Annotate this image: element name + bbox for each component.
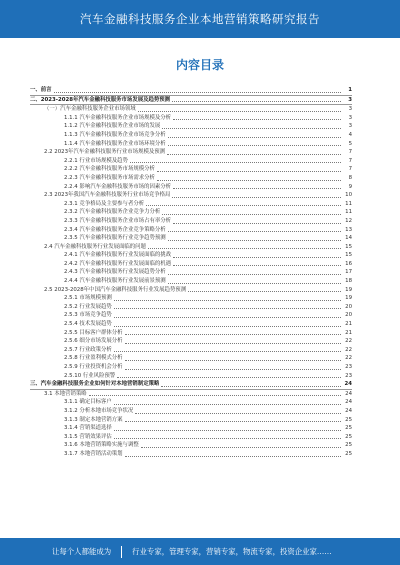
- toc-dot-leader: [114, 300, 341, 301]
- toc-dot-leader: [89, 395, 341, 396]
- toc-dot-leader: [146, 205, 341, 206]
- footer-slogan-right: 行业专家，管理专家，营销专家，物流专家，投资企业家……: [132, 547, 332, 556]
- toc-entry-label: 2.3.5 汽车金融科技服务行业竞争趋势预测: [64, 235, 166, 242]
- toc-dot-leader: [173, 265, 341, 266]
- toc-entry-label: 2.3.3 汽车金融科技服务企业市场占有率分析: [64, 217, 172, 224]
- toc-entry-label: 2.5.5 目标客户群体分析: [64, 329, 123, 336]
- toc-page-number: 22: [345, 346, 352, 353]
- toc-entry-label: 2.2.1 行业市场规模及趋势: [64, 157, 128, 164]
- toc-entry-label: 2.3 2023年我国汽车金融科技服务行业市场竞争格局: [44, 192, 171, 199]
- toc-dot-leader: [54, 92, 341, 93]
- toc-entry[interactable]: [30, 114, 352, 123]
- toc-page-number: 11: [345, 209, 352, 216]
- toc-page-number: 20: [345, 303, 352, 310]
- toc-dot-leader: [125, 369, 341, 370]
- toc-page-number: 1: [348, 87, 352, 93]
- toc-page-number: 18: [345, 278, 352, 285]
- toc-dot-leader: [173, 223, 341, 224]
- toc-entry-label: 2.5.1 市场规模预测: [64, 295, 112, 302]
- toc-page-number: 19: [345, 295, 352, 302]
- toc-entry-label: 3.1.3 制定本地营销方案: [64, 416, 123, 423]
- footer-slogan-left: 让每个人都能成为: [52, 547, 112, 556]
- toc-entry[interactable]: [30, 277, 352, 286]
- toc-dot-leader: [114, 438, 341, 439]
- toc-entry-label: 2.2.2 汽车金融科技服务市场规模分析: [64, 166, 155, 173]
- toc-entry[interactable]: [30, 380, 352, 390]
- toc-dot-leader: [168, 240, 341, 241]
- toc-entry-label: 二、2023-2028年汽车金融科技服务市场发展及趋势预测: [30, 96, 171, 103]
- toc-page-number: 7: [348, 157, 352, 164]
- toc-entry-label: 3.1.4 营销渠道选择: [64, 425, 112, 432]
- toc-dot-leader: [125, 456, 341, 457]
- toc-page-number: 25: [345, 425, 352, 432]
- toc-entry[interactable]: [30, 200, 352, 209]
- toc-dot-leader: [114, 326, 341, 327]
- toc-entry[interactable]: [30, 311, 352, 320]
- toc-page-number: 23: [345, 372, 352, 379]
- toc-dot-leader: [125, 343, 341, 344]
- toc-page-number: 3: [348, 114, 352, 121]
- toc-entry-label: 2.4.3 汽车金融科技服务行业发展趋势分析: [64, 269, 166, 276]
- toc-page-number: 7: [348, 149, 352, 156]
- toc-entry[interactable]: [30, 96, 352, 106]
- footer-banner: [0, 538, 400, 565]
- toc-entry[interactable]: [30, 174, 352, 183]
- toc-page-number: 25: [345, 416, 352, 423]
- toc-dot-leader: [173, 257, 341, 258]
- toc-page-number: 4: [348, 131, 352, 138]
- toc-entry[interactable]: [30, 441, 352, 450]
- toc-entry-label: 2.5.6 细分市场发展分析: [64, 338, 123, 345]
- toc-dot-leader: [148, 248, 341, 249]
- toc-dot-leader: [162, 214, 341, 215]
- toc-dot-leader: [114, 351, 341, 352]
- toc-entry[interactable]: [30, 286, 352, 295]
- toc-entry[interactable]: [30, 337, 352, 346]
- toc-heading: 内容目录: [175, 58, 224, 72]
- toc-entry-label: 2.4.1 汽车金融科技服务行业发展面临的挑战: [64, 252, 172, 259]
- toc-page-number: 20: [345, 312, 352, 319]
- toc-entry[interactable]: [30, 208, 352, 217]
- toc-entry[interactable]: [30, 372, 352, 381]
- toc-dot-leader: [114, 317, 341, 318]
- toc-dot-leader: [168, 231, 341, 232]
- toc-page-number: 24: [344, 381, 352, 388]
- table-of-contents: [30, 86, 352, 459]
- toc-page-number: 3: [348, 106, 352, 113]
- toc-page-number: 23: [345, 364, 352, 370]
- toc-entry[interactable]: [30, 320, 352, 329]
- toc-dot-leader: [157, 180, 341, 181]
- toc-page-number: 15: [345, 252, 352, 259]
- toc-entry[interactable]: [30, 424, 352, 433]
- toc-entry[interactable]: [30, 157, 352, 166]
- toc-page-number: 24: [345, 407, 352, 414]
- toc-dot-leader: [168, 145, 341, 146]
- toc-entry[interactable]: [30, 86, 352, 96]
- toc-entry[interactable]: [30, 329, 352, 338]
- toc-entry-label: 2.4.4 汽车金融科技服务行业发展前景预测: [64, 278, 166, 285]
- toc-dot-leader: [167, 154, 341, 155]
- toc-entry[interactable]: [30, 390, 352, 399]
- toc-entry[interactable]: [30, 217, 352, 226]
- toc-entry[interactable]: [30, 131, 352, 140]
- toc-entry-label: 2.5.3 市场竞争趋势: [64, 312, 112, 319]
- toc-entry[interactable]: [30, 398, 352, 407]
- toc-dot-leader: [114, 430, 341, 431]
- toc-entry-label: 2.4 汽车金融科技服务行业发展面临的问题: [44, 243, 146, 250]
- toc-entry-label: 1.1.2 汽车金融科技服务企业市场的发展: [64, 123, 161, 130]
- toc-dot-leader: [173, 188, 341, 189]
- toc-entry[interactable]: [30, 416, 352, 425]
- toc-page-number: 3: [348, 123, 352, 130]
- toc-page-number: 22: [345, 338, 352, 345]
- toc-entry[interactable]: [30, 354, 352, 363]
- toc-entry[interactable]: [30, 363, 352, 372]
- toc-page-number: 19: [345, 286, 352, 293]
- toc-entry-label: 2.5.2 行业发展趋势: [64, 303, 112, 310]
- toc-dot-leader: [168, 137, 341, 138]
- toc-page-number: 22: [345, 355, 352, 362]
- toc-entry-label: 2.5.8 行业盈利模式分析: [64, 355, 123, 362]
- toc-entry-label: 2.5.4 技术发展趋势: [64, 321, 112, 328]
- toc-page-number: 24: [345, 399, 352, 406]
- toc-dot-leader: [161, 386, 341, 387]
- toc-page-number: 12: [345, 217, 352, 224]
- toc-entry[interactable]: [30, 346, 352, 355]
- toc-dot-leader: [130, 162, 341, 163]
- toc-dot-leader: [168, 274, 341, 275]
- footer-divider: [121, 546, 122, 558]
- toc-entry[interactable]: [30, 191, 352, 200]
- toc-dot-leader: [168, 283, 341, 284]
- toc-dot-leader: [114, 404, 341, 405]
- toc-entry[interactable]: [30, 294, 352, 303]
- toc-dot-leader: [125, 360, 341, 361]
- toc-entry-label: 2.5.7 行业政策分析: [64, 346, 112, 353]
- toc-entry-label: 三、汽车金融科技服务企业如何针对本地营销制定策略: [30, 381, 160, 388]
- toc-page-number: 5: [348, 140, 352, 147]
- toc-entry-label: 2.2.3 汽车金融科技服务市场需求分析: [64, 174, 155, 181]
- toc-page-number: 13: [345, 226, 352, 233]
- toc-entry[interactable]: [30, 450, 352, 459]
- toc-dot-leader: [141, 447, 341, 448]
- toc-page-number: 25: [345, 442, 352, 449]
- toc-dot-leader: [157, 171, 341, 172]
- toc-entry-label: 一、前言: [30, 87, 52, 93]
- toc-entry-label: 1.1.3 汽车金融科技服务企业市场竞争分析: [64, 131, 166, 138]
- toc-entry-label: 2.3.1 竞争格局及主要参与者分析: [64, 200, 145, 207]
- toc-entry[interactable]: [30, 243, 352, 252]
- toc-page-number: 24: [345, 390, 352, 397]
- toc-entry-label: 3.1.1 确定目标客户: [64, 399, 112, 406]
- toc-dot-leader: [125, 334, 341, 335]
- toc-entry-label: 2.2.4 影响汽车金融科技服务市场的因素分析: [64, 183, 172, 190]
- toc-entry[interactable]: [30, 407, 352, 416]
- toc-entry-label: 3.1 本地营销策略: [44, 390, 87, 397]
- toc-entry[interactable]: [30, 183, 352, 192]
- toc-dot-leader: [188, 291, 341, 292]
- report-title: 汽车金融科技服务企业本地营销策略研究报告: [80, 12, 320, 26]
- toc-entry-label: （一）汽车金融科技服务企业市场领域: [44, 106, 136, 113]
- toc-entry-label: 2.4.2 汽车金融科技服务行业发展面临的机遇: [64, 260, 172, 267]
- toc-dot-leader: [173, 119, 341, 120]
- toc-dot-leader: [125, 421, 341, 422]
- toc-page-number: 25: [345, 433, 352, 440]
- toc-entry-label: 3.1.2 分析本地市场竞争状况: [64, 407, 134, 414]
- toc-entry-label: 2.5.9 行业投资机会分析: [64, 364, 123, 370]
- toc-entry[interactable]: [30, 303, 352, 312]
- toc-page-number: 16: [345, 260, 352, 267]
- toc-entry-label: 2.2 2023年汽车金融科技服务行业市场规模及预测: [44, 149, 166, 156]
- toc-entry-label: 2.3.4 汽车金融科技服务企业竞争策略分析: [64, 226, 166, 233]
- toc-dot-leader: [172, 101, 341, 102]
- toc-entry[interactable]: [30, 260, 352, 269]
- toc-entry-label: 3.1.7 本地营销活动策划: [64, 450, 123, 457]
- toc-page-number: 15: [345, 243, 352, 250]
- toc-entry[interactable]: [30, 226, 352, 235]
- report-header: [0, 0, 400, 38]
- toc-entry[interactable]: [30, 105, 352, 114]
- toc-page-number: 17: [345, 269, 352, 276]
- toc-entry-label: 3.1.5 营销效果评估: [64, 433, 112, 440]
- toc-entry[interactable]: [30, 140, 352, 149]
- toc-page-number: 3: [348, 96, 352, 103]
- toc-entry-label: 3.1.6 本地营销策略实施与调整: [64, 442, 139, 449]
- toc-entry-label: 2.5 2023-2028年中国汽车金融科技服务行业发展趋势预测: [44, 286, 187, 293]
- toc-page-number: 14: [345, 235, 352, 242]
- toc-dot-leader: [117, 377, 341, 378]
- toc-entry[interactable]: [30, 433, 352, 442]
- toc-entry-label: 1.1.1 汽车金融科技服务企业市场规模及分析: [64, 114, 172, 121]
- toc-dot-leader: [162, 128, 341, 129]
- toc-dot-leader: [135, 413, 341, 414]
- toc-entry-label: 2.5.10 行业风险预警: [64, 372, 116, 379]
- toc-entry-label: 2.3.2 汽车金融科技服务企业竞争力分析: [64, 209, 161, 216]
- toc-dot-leader: [138, 111, 341, 112]
- toc-entry-label: 1.1.4 汽车金融科技服务企业市场环境分析: [64, 140, 166, 147]
- toc-entry[interactable]: [30, 148, 352, 157]
- toc-entry[interactable]: [30, 234, 352, 243]
- toc-page-number: 8: [348, 174, 352, 181]
- toc-page-number: 21: [345, 321, 352, 328]
- toc-page-number: 9: [348, 183, 352, 190]
- toc-page-number: 7: [348, 166, 352, 173]
- toc-page-number: 11: [345, 200, 352, 207]
- toc-entry[interactable]: [30, 268, 352, 277]
- toc-page-number: 25: [345, 450, 352, 457]
- toc-page-number: 21: [345, 329, 352, 336]
- toc-dot-leader: [114, 308, 341, 309]
- toc-entry[interactable]: [30, 165, 352, 174]
- toc-dot-leader: [172, 197, 341, 198]
- toc-entry[interactable]: [30, 122, 352, 131]
- toc-entry[interactable]: [30, 251, 352, 260]
- toc-page-number: 10: [345, 192, 352, 199]
